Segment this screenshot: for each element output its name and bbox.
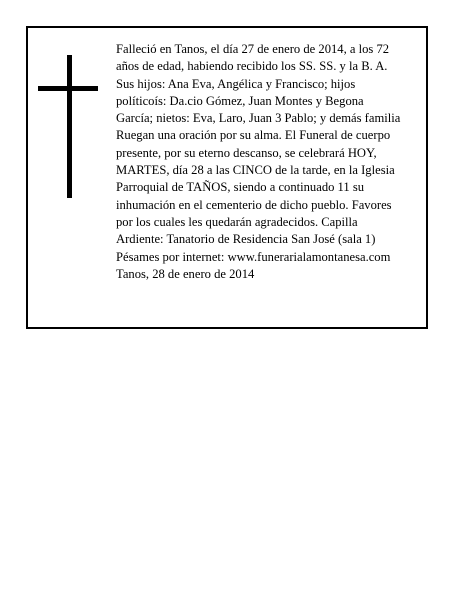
obituary-line: Ardiente: Tanatorio de Residencia San José (sala 1) [116, 232, 376, 247]
obituary-text [116, 41, 420, 283]
obituary-line: MARTES, día 28 a las CINCO de la tarde, en la Iglesia [116, 163, 395, 178]
obituary-line: García; nietos: Eva, Laro, Juan 3 Pablo; y demás familia [116, 111, 401, 126]
latin-cross-icon [38, 55, 98, 198]
obituary-line: años de edad, habiendo recibido los SS. SS. y la B. A. [116, 59, 388, 74]
obituary-notice [26, 26, 428, 329]
obituary-line: Pésames por internet: www.funerarialamontanesa.com [116, 249, 391, 264]
obituary-line: Falleció en Tanos, el día 27 de enero de 2014, a los 72 [116, 42, 390, 56]
obituary-line: Ruegan una oración por su alma. El Funeral de cuerpo [116, 128, 391, 143]
obituary-line: inhumación en el cementerio de dicho pueblo. Favores [116, 197, 392, 212]
cross-vertical-bar [67, 55, 72, 198]
obituary-line: por los cuales les quedarán agradecidos. Capilla [116, 214, 358, 229]
obituary-line: Tanos, 28 de enero de 2014 [116, 266, 255, 281]
obituary-line: Parroquial de TAÑOS, siendo a continuado 11 su [116, 180, 365, 195]
obituary-line: presente, por su eterno descanso, se celebrará HOY, [116, 145, 377, 160]
obituary-line: políticoís: Da.cio Gómez, Juan Montes y Begona [116, 93, 364, 108]
obituary-line: Sus hijos: Ana Eva, Angélica y Francisco; hijos [116, 76, 356, 91]
cross-horizontal-bar [38, 86, 98, 91]
